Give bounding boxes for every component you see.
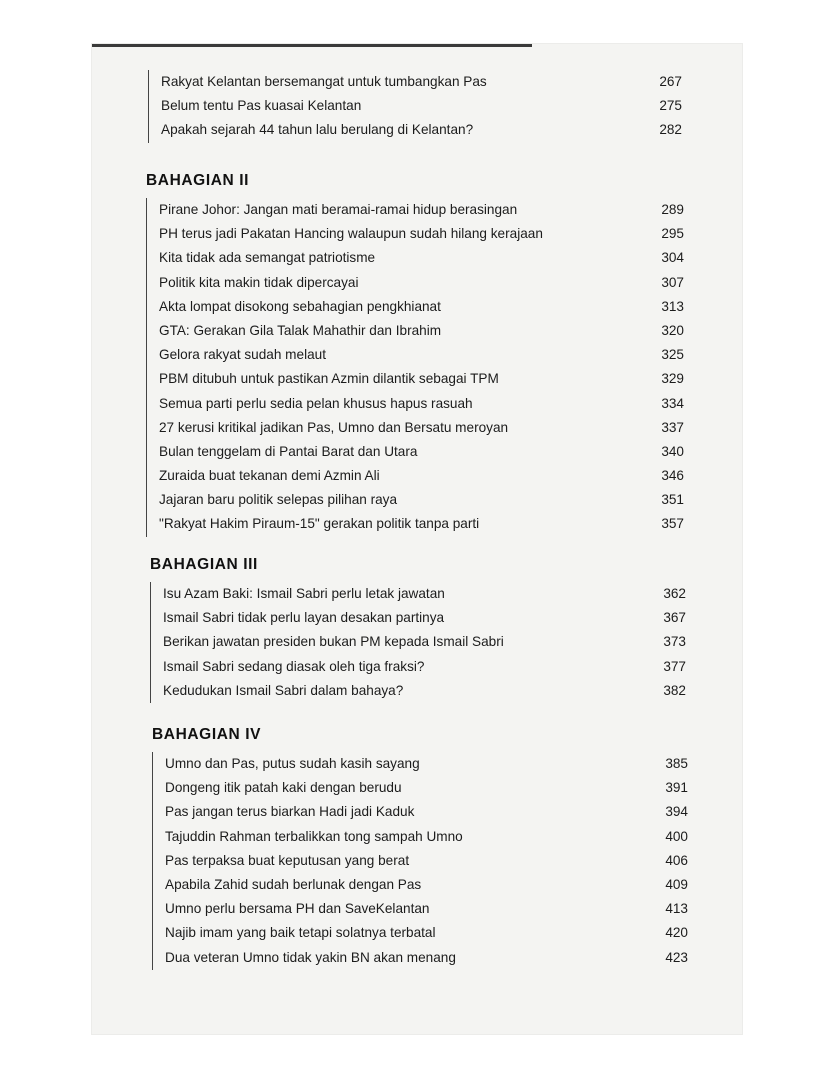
entry-page: 329: [661, 371, 684, 387]
entry-page: 289: [661, 202, 684, 217]
entry-page: 406: [665, 852, 688, 868]
toc-entry: [161, 118, 682, 142]
section-heading: BAHAGIAN II: [146, 172, 250, 189]
entry-page: 362: [663, 586, 686, 601]
entry-page: 373: [663, 634, 686, 650]
entry-page: 304: [661, 250, 684, 266]
entry-title: Ismail Sabri tidak perlu layan desakan partinya: [163, 610, 445, 626]
entry-page: 409: [665, 876, 688, 892]
entry-title: Dongeng itik patah kaki dengan berudu: [165, 780, 402, 796]
toc-entry: [159, 271, 684, 295]
toc-entry: [159, 392, 684, 416]
entry-page: 413: [665, 901, 688, 917]
entry-page: 377: [663, 658, 686, 674]
entry-title: Rakyat Kelantan bersemangat untuk tumbangkan Pas: [161, 74, 487, 89]
section-bahagian-iv: [152, 726, 688, 970]
toc-entry: [165, 897, 688, 921]
toc-entry: [163, 655, 686, 679]
toc-entry: [159, 488, 684, 512]
entry-title: Belum tentu Pas kuasai Kelantan: [161, 98, 362, 114]
entry-title: Jajaran baru politik selepas pilihan raya: [159, 492, 398, 508]
entry-list: [152, 752, 688, 970]
entry-page: 267: [659, 74, 682, 89]
entry-list: [146, 198, 684, 537]
entry-page: 282: [659, 122, 682, 138]
entry-page: 334: [661, 395, 684, 411]
entry-title: Gelora rakyat sudah melaut: [159, 347, 326, 363]
toc-entry: [161, 70, 682, 94]
entry-page: 423: [665, 949, 688, 965]
entry-page: 367: [663, 610, 686, 626]
entry-title: Pas terpaksa buat keputusan yang berat: [165, 852, 410, 868]
toc-entry: [163, 606, 686, 630]
section-bahagian-ii: [146, 172, 684, 537]
entry-page: 275: [659, 98, 682, 114]
toc-entry: [159, 246, 684, 270]
toc-entry: [165, 825, 688, 849]
entry-page: 307: [661, 274, 684, 290]
entry-title: Bulan tenggelam di Pantai Barat dan Utara: [159, 443, 418, 459]
entry-title: Zuraida buat tekanan demi Azmin Ali: [159, 468, 380, 484]
entry-page: 391: [665, 780, 688, 796]
entry-page: 346: [661, 468, 684, 484]
toc-entry: [159, 343, 684, 367]
toc-entry: [159, 512, 684, 536]
entry-page: 325: [661, 347, 684, 363]
toc-entry: [163, 679, 686, 703]
entry-page: 313: [661, 298, 684, 314]
section-heading: BAHAGIAN III: [150, 556, 258, 573]
entry-title: Apabila Zahid sudah berlunak dengan Pas: [165, 876, 422, 892]
entry-page: 394: [665, 804, 688, 820]
entry-title: Berikan jawatan presiden bukan PM kepada Ismail Sabri: [163, 634, 504, 650]
entry-page: 382: [663, 682, 686, 698]
section-continued: [148, 70, 682, 143]
entry-list: [150, 582, 686, 703]
toc-entry: [159, 367, 684, 391]
entry-title: Apakah sejarah 44 tahun lalu berulang di Kelantan?: [161, 122, 474, 138]
entry-title: Umno dan Pas, putus sudah kasih sayang: [165, 756, 420, 771]
entry-page: 385: [665, 756, 688, 771]
toc-entry: [165, 873, 688, 897]
entry-title: Umno perlu bersama PH dan SaveKelantan: [165, 901, 430, 917]
toc-entry: [165, 752, 688, 776]
toc-entry: [165, 849, 688, 873]
toc-entry: [159, 295, 684, 319]
toc-entry: [165, 921, 688, 945]
entry-title: Isu Azam Baki: Ismail Sabri perlu letak jawatan: [163, 586, 445, 601]
section-bahagian-iii: [150, 556, 686, 703]
entry-page: 357: [661, 516, 684, 532]
entry-page: 337: [661, 419, 684, 435]
entry-title: Semua parti perlu sedia pelan khusus hapus rasuah: [159, 395, 473, 411]
toc-entry: [165, 776, 688, 800]
toc-entry: [165, 946, 688, 970]
entry-title: "Rakyat Hakim Piraum-15" gerakan politik tanpa parti: [159, 516, 480, 532]
toc-entry: [159, 222, 684, 246]
top-rule: [92, 44, 532, 47]
toc-entry: [161, 94, 682, 118]
entry-title: Kita tidak ada semangat patriotisme: [159, 250, 376, 266]
entry-page: 320: [661, 322, 684, 338]
entry-page: 295: [661, 226, 684, 242]
entry-title: Pirane Johor: Jangan mati beramai-ramai hidup berasingan: [159, 202, 518, 217]
entry-page: 340: [661, 443, 684, 459]
entry-title: Ismail Sabri sedang diasak oleh tiga fraksi?: [163, 658, 425, 674]
entry-title: Politik kita makin tidak dipercayai: [159, 274, 359, 290]
entry-title: Akta lompat disokong sebahagian pengkhianat: [159, 298, 441, 314]
entry-page: 351: [661, 492, 684, 508]
entry-title: Dua veteran Umno tidak yakin BN akan menang: [165, 949, 456, 965]
toc-entry: [163, 582, 686, 606]
entry-title: GTA: Gerakan Gila Talak Mahathir dan Ibrahim: [159, 322, 442, 338]
entry-title: Pas jangan terus biarkan Hadi jadi Kaduk: [165, 804, 415, 820]
toc-entry: [159, 416, 684, 440]
section-heading: BAHAGIAN IV: [152, 726, 262, 743]
entry-title: Tajuddin Rahman terbalikkan tong sampah Umno: [165, 828, 463, 844]
toc-entry: [159, 319, 684, 343]
toc-entry: [159, 464, 684, 488]
entry-title: PBM ditubuh untuk pastikan Azmin dilantik sebagai TPM: [159, 371, 499, 387]
entry-page: 420: [665, 925, 688, 941]
toc-entry: [163, 630, 686, 654]
toc-entry: [165, 800, 688, 824]
entry-title: 27 kerusi kritikal jadikan Pas, Umno dan Bersatu meroyan: [159, 419, 509, 435]
entry-title: PH terus jadi Pakatan Hancing walaupun sudah hilang kerajaan: [159, 226, 543, 242]
entry-title: Kedudukan Ismail Sabri dalam bahaya?: [163, 682, 404, 698]
toc-entry: [159, 198, 684, 222]
entry-title: Najib imam yang baik tetapi solatnya terbatal: [165, 925, 436, 941]
toc-entry: [159, 440, 684, 464]
entry-page: 400: [665, 828, 688, 844]
entry-list: [148, 70, 682, 143]
